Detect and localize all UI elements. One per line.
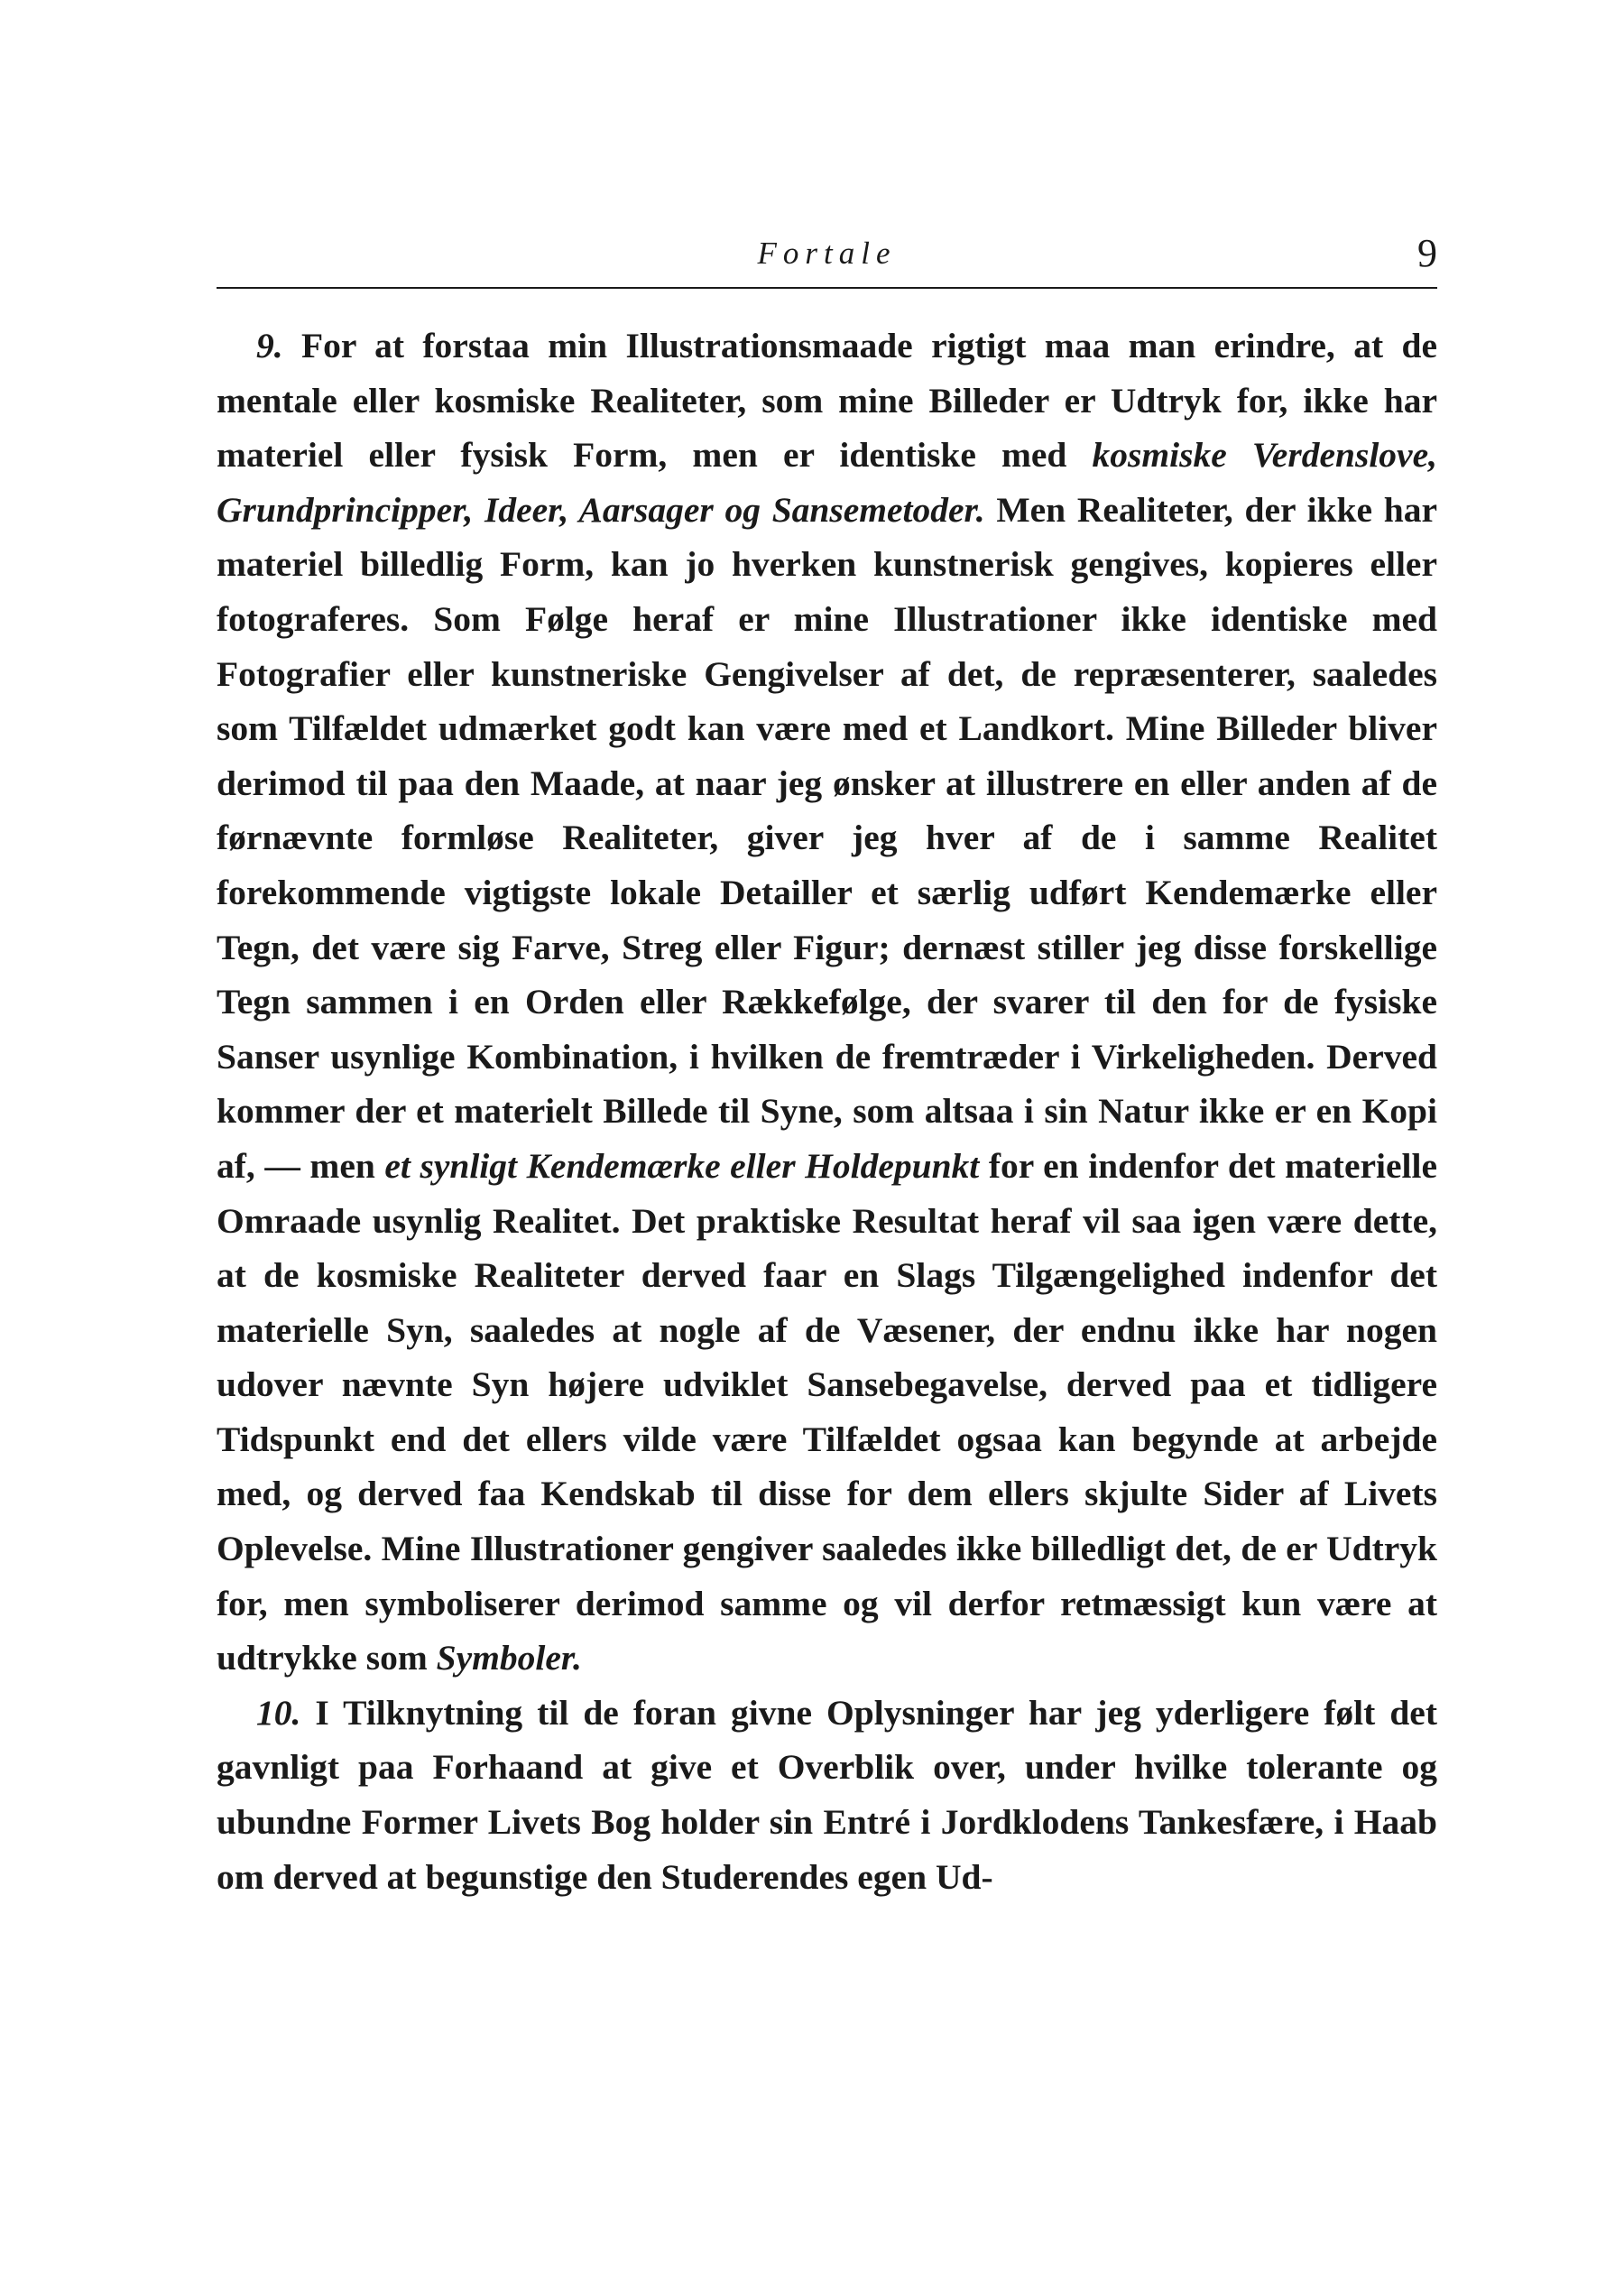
text-segment: for en indenfor det materielle Omraade usynlig Realitet. Det praktiske Resultat heraf vil saa igen være dette, at de kosmiske Realiteter derved faar en Slags Tilgængelighed indenfor det materielle Syn, saaledes at nogle af de Væsener, der endnu ikke har nogen udover nævnte Syn højere udviklet Sansebegavelse, derved paa et tidligere Tidspunkt end det ellers vilde være Tilfældet ogsaa kan begynde at arbejde med, og derved faa Kendskab til disse for dem ellers skjulte Sider af Livets Oplevelse. Mine Illustrationer gengiver saaledes ikke billedligt det, de er Udtryk for, men symboliserer derimod samme og vil derfor retmæssigt kun være at udtrykke som xyxy=(217,1145,1437,1678)
text-segment: For at forstaa min Illustrationsmaade rigtigt maa man erindre, at de mentale eller kosmiske Realiteter, som mine Billeder er Udtryk for, ikke har materiel eller fysisk Form, men er identiske med xyxy=(217,326,1437,476)
paragraph-9 xyxy=(217,319,1437,1686)
paragraph-10 xyxy=(217,1686,1437,1904)
page-number: 9 xyxy=(1417,231,1437,275)
body-text xyxy=(217,319,1437,1904)
italic-text-segment: Symboler. xyxy=(436,1638,582,1678)
paragraph-number: 10. xyxy=(256,1692,301,1733)
italic-text-segment: et synligt Kendemærke eller Holdepunkt xyxy=(384,1145,980,1186)
running-title: Fortale xyxy=(757,236,897,271)
text-segment: Men Realiteter, der ikke har materiel billedlig Form, kan jo hverken kunstnerisk gengives, kopieres eller fotograferes. Som Følge heraf er mine Illustrationer ikke identiske med Fotografier eller kunstneriske Gengivelser af det, de repræsenterer, saaledes som Tilfældet udmærket godt kan være med et Landkort. Mine Billeder bliver derimod til paa den Maade, at naar jeg ønsker at illustrere en eller anden af de førnævnte formløse Realiteter, giver jeg hver af de i samme Realitet forekommende vigtigste lokale Detailler et særlig udført Kendemærke eller Tegn, det være sig Farve, Streg eller Figur; dernæst stiller jeg disse forskellige Tegn sammen i en Orden eller Rækkefølge, der svarer til den for de fysiske Sanser usynlige Kombination, i hvilken de fremtræder i Virkeligheden. Derved kommer der et materielt Billede til Syne, som altsaa i sin Natur ikke er en Kopi af, — men xyxy=(217,489,1437,1186)
text-segment: I Tilknytning til de foran givne Oplysninger har jeg yderligere følt det gavnligt paa Forhaand at give et Overblik over, under hvilke tolerante og ubundne Former Livets Bog holder sin Entré i Jordklodens Tankesfære, i Haab om derved at begunstige den Studerendes egen Ud- xyxy=(217,1692,1437,1897)
running-header xyxy=(217,230,1437,284)
header-rule xyxy=(217,287,1437,289)
paragraph-number: 9. xyxy=(256,326,283,365)
italic-text-segment: kosmiske Verdenslove, Grundprincipper, Ideer, Aarsager og Sansemetoder. xyxy=(217,435,1437,530)
